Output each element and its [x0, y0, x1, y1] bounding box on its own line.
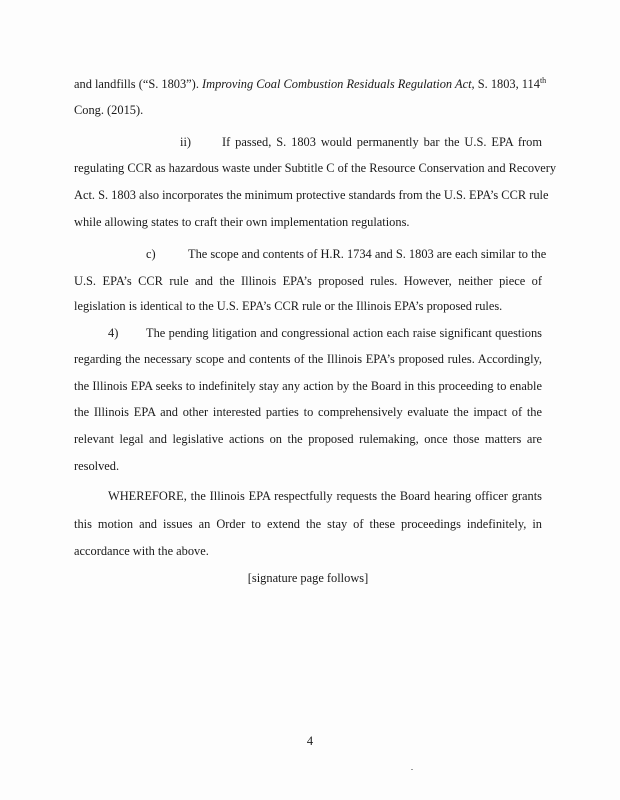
text-line-6: while allowing states to craft their own implementation regulations. — [74, 215, 410, 229]
citation-short-name: and landfills (“S. 1803”). — [74, 77, 199, 91]
text-line-2 — [74, 102, 542, 118]
citation-congress: Cong. (2015). — [74, 103, 144, 117]
text-line-5: Act. S. 1803 also incorporates the minimum protective standards from the U.S. EPA’s CCR rule — [74, 188, 549, 202]
subparagraph-marker-ii: ii) — [180, 135, 192, 149]
signature-page-note: [signature page follows] — [247, 571, 369, 585]
wherefore-line-2: this motion and issues an Order to extend the stay of these proceedings indefinitely, in — [74, 517, 542, 531]
citation-number: S. 1803, 114 — [477, 77, 540, 91]
text-line-1 — [74, 75, 547, 92]
text-line-7 — [74, 246, 547, 262]
text-line-13: the Illinois EPA and other interested parties to comprehensively evaluate the impact of the — [74, 405, 542, 419]
text-line-14: relevant legal and legislative actions on the proposed rulemaking, once those matters are — [74, 432, 542, 446]
paragraph-marker-4: 4) — [108, 326, 119, 340]
text-line-10 — [74, 325, 542, 341]
paragraph-4-text: The pending litigation and congressional action each raise significant questions — [146, 326, 542, 340]
text-line-15: resolved. — [74, 459, 120, 473]
scan-speck — [411, 769, 413, 770]
wherefore-line-3: accordance with the above. — [74, 544, 209, 558]
text-line-4: regulating CCR as hazardous waste under Subtitle C of the Resource Conservation and Recovery — [74, 161, 557, 175]
subparagraph-c-text: The scope and contents of H.R. 1734 and S. 1803 are each similar to the — [188, 247, 547, 261]
ordinal-suffix: th — [539, 75, 547, 85]
page-number: 4 — [306, 734, 314, 748]
act-title: Improving Coal Combustion Residuals Regulation Act, — [202, 77, 475, 91]
wherefore-line-1: WHEREFORE, the Illinois EPA respectfully requests the Board hearing officer grants — [108, 489, 542, 503]
text-line-11: regarding the necessary scope and contents of the Illinois EPA’s proposed rules. Accordingly, — [74, 352, 542, 366]
text-line-9: legislation is identical to the U.S. EPA’s CCR rule or the Illinois EPA’s proposed rules. — [74, 299, 503, 313]
text-line-8: U.S. EPA’s CCR rule and the Illinois EPA’s proposed rules. However, neither piece of — [74, 274, 542, 288]
text-line-12: the Illinois EPA seeks to indefinitely stay any action by the Board in this proceeding to enable — [74, 379, 542, 393]
subparagraph-marker-c: c) — [146, 247, 156, 261]
subparagraph-ii-text: If passed, S. 1803 would permanently bar the U.S. EPA from — [222, 135, 542, 149]
text-line-3 — [74, 134, 542, 150]
